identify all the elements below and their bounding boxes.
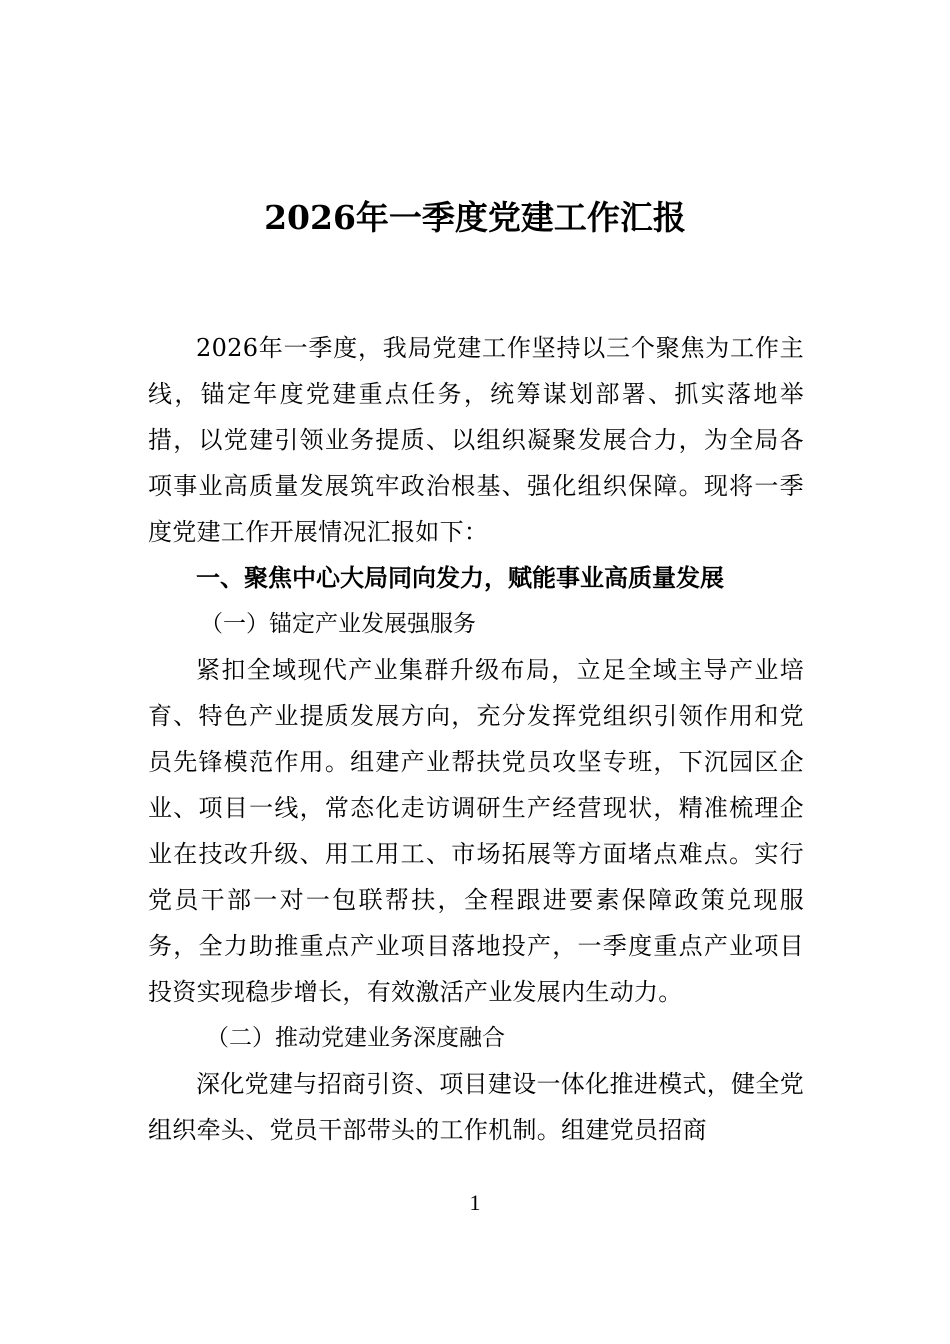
- document-body: [148, 325, 804, 1153]
- subsection-heading-2: （二）推动党建业务深度融合: [206, 1025, 505, 1051]
- intro-paragraph: 2026年一季度，我局党建工作坚持以三个聚焦为工作主线，锚定年度党建重点任务，统筹谋划部署、抓实落地举措，以党建引领业务提质、以组织凝聚发展合力，为全局各项事业高质量发展筑牢政治根基、强化组织保障。现将一季度党建工作开展情况汇报如下：: [148, 334, 804, 546]
- section-heading-1: 一、聚焦中心大局同向发力，赋能事业高质量发展: [196, 564, 724, 592]
- page-number: 1: [469, 1190, 481, 1215]
- subsection-paragraph-2: 深化党建与招商引资、项目建设一体化推进模式，健全党组织牵头、党员干部带头的工作机制。组建党员招商: [148, 1070, 804, 1144]
- subsection-paragraph-1: 紧扣全域现代产业集群升级布局，立足全域主导产业培育、特色产业提质发展方向，充分发挥党组织引领作用和党员先锋模范作用。组建产业帮扶党员攻坚专班，下沉园区企业、项目一线，常态化走访调研生产经营现状，精准梳理企业在技改升级、用工用工、市场拓展等方面堵点难点。实行党员干部一对一包联帮扶，全程跟进要素保障政策兑现服务，全力助推重点产业项目落地投产，一季度重点产业项目投资实现稳步增长，有效激活产业发展内生动力。: [148, 656, 804, 1006]
- document-title: 2026年一季度党建工作汇报: [264, 198, 686, 237]
- subsection-heading-1: （一）锚定产业发展强服务: [200, 611, 476, 637]
